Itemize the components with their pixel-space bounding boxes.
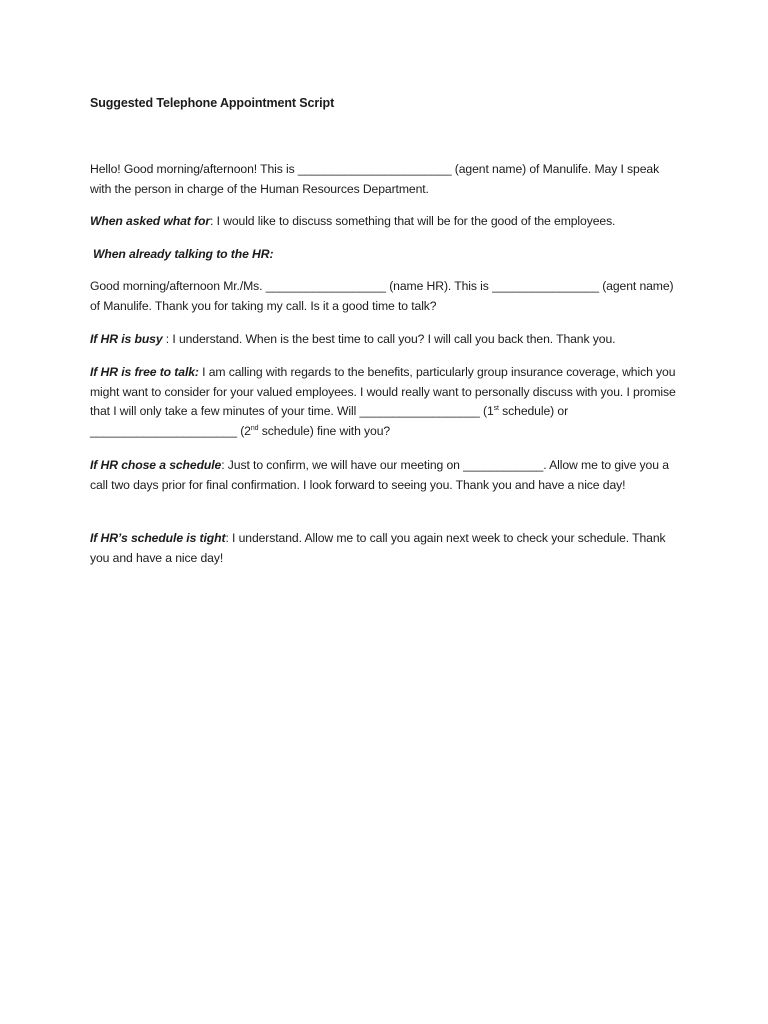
paragraph-greeting-hr-text: Good morning/afternoon Mr./Ms. __________________ (name HR). This is ________________ (agent name) of Manulife. Thank you for taking my call. Is it a good time to talk? bbox=[90, 279, 674, 313]
paragraph-greeting-text: Hello! Good morning/afternoon! This is _______________________ (agent name) of Manulife. May I speak with the person in charge of the Human Resources Department. bbox=[90, 162, 660, 196]
paragraph-hr-schedule-tight bbox=[90, 529, 680, 568]
paragraph-hr-chose-schedule-lead: If HR chose a schedule bbox=[90, 458, 222, 472]
superscript-first: st bbox=[493, 404, 499, 412]
paragraph-hr-busy-lead: If HR is busy bbox=[90, 332, 163, 346]
paragraph-hr-free-lead: If HR is free to talk: bbox=[90, 365, 199, 379]
paragraph-talking-to-hr-lead: When already talking to the HR: bbox=[93, 247, 274, 261]
paragraph-hr-schedule-tight-lead: If HR’s schedule is tight bbox=[90, 531, 226, 545]
paragraph-greeting-hr bbox=[90, 277, 680, 316]
paragraph-when-asked-text: : I would like to discuss something that will be for the good of the employees. bbox=[210, 214, 616, 228]
paragraph-greeting bbox=[90, 160, 680, 199]
paragraph-hr-free bbox=[90, 363, 680, 441]
superscript-second: nd bbox=[250, 424, 259, 432]
paragraph-hr-free-text-b: schedule) or ______________________ (2 bbox=[90, 404, 569, 438]
document-title: Suggested Telephone Appointment Script bbox=[90, 96, 335, 110]
paragraph-hr-schedule-tight-text: : I understand. Allow me to call you again next week to check your schedule. Thank you and have a nice day! bbox=[90, 531, 666, 565]
paragraph-talking-to-hr bbox=[93, 245, 683, 265]
document-body bbox=[90, 93, 680, 565]
paragraph-hr-busy bbox=[90, 330, 680, 350]
paragraph-when-asked bbox=[90, 212, 680, 232]
paragraph-hr-chose-schedule-text: : Just to confirm, we will have our meeting on ____________. Allow me to give you a call two days prior for final confirmation. I look forward to seeing you. Thank you and have a nice day! bbox=[90, 458, 669, 492]
paragraph-hr-busy-text: : I understand. When is the best time to call you? I will call you back then. Thank you. bbox=[162, 332, 616, 346]
paragraph-hr-chose-schedule bbox=[90, 456, 680, 495]
paragraph-hr-free-text-c: schedule) fine with you? bbox=[258, 423, 391, 438]
paragraph-hr-free-text-a: I am calling with regards to the benefits, particularly group insurance coverage, which you might want to consider for your valued employees. I would really want to personally discuss with you. I promise that I will only take a few minutes of your time. Will __________________ (1 bbox=[90, 365, 676, 418]
paragraph-when-asked-lead: When asked what for bbox=[90, 214, 210, 228]
